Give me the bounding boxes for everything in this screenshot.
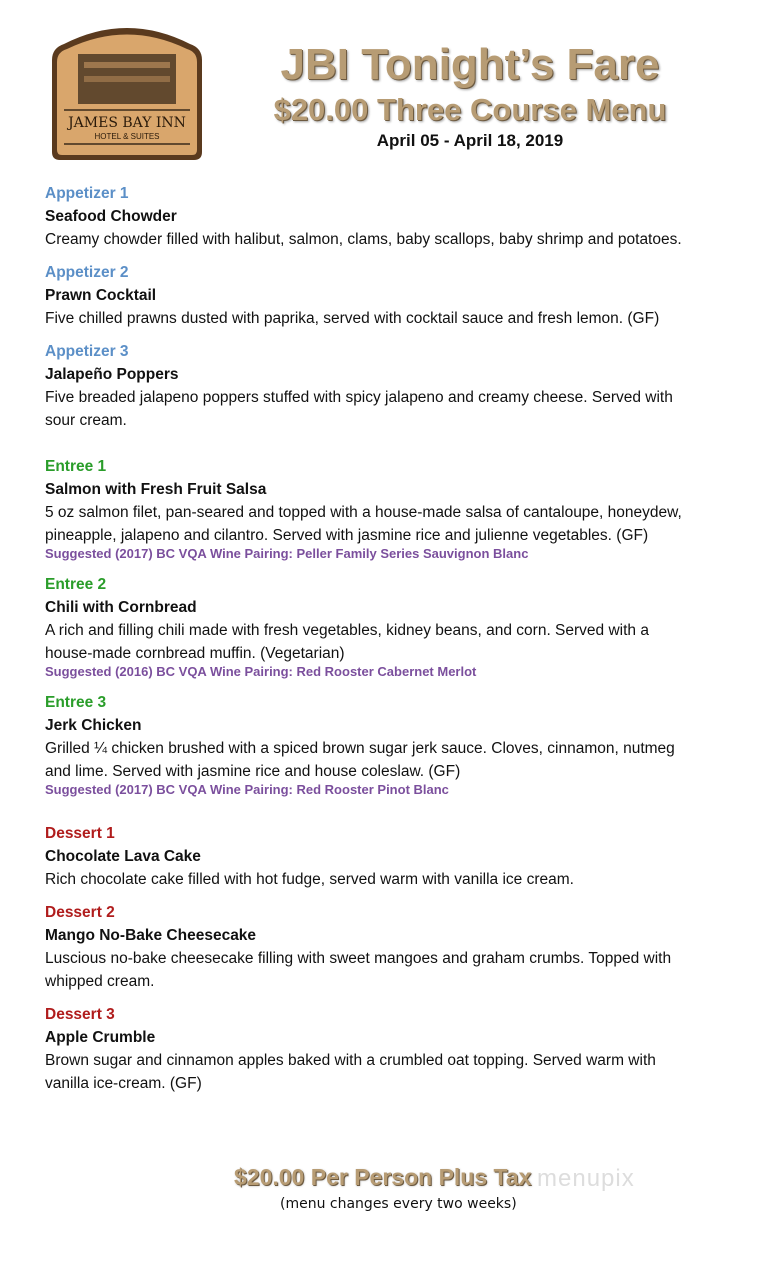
- svg-text:JAMES BAY INN: JAMES BAY INN: [68, 115, 186, 131]
- course-label: Dessert 2: [45, 904, 115, 921]
- dish-name: Seafood Chowder: [45, 208, 177, 225]
- dish-description: Brown sugar and cinnamon apples baked with a crumbled oat topping. Served warm with: [45, 1052, 656, 1069]
- dish-description: sour cream.: [45, 412, 127, 429]
- course-label: Entree 1: [45, 458, 107, 475]
- dish-description: Luscious no-bake cheesecake filling with sweet mangoes and graham crumbs. Topped with: [45, 950, 672, 967]
- dish-name: Jalapeño Poppers: [45, 366, 179, 383]
- dish-name: Chili with Cornbread: [45, 599, 197, 616]
- course-label: Dessert 1: [45, 825, 115, 842]
- course-label: Entree 2: [45, 576, 107, 593]
- dish-description: Five breaded jalapeno poppers stuffed with spicy jalapeno and creamy cheese. Served with: [45, 389, 673, 406]
- dish-description: Grilled ¼ chicken brushed with a spiced brown sugar jerk sauce. Cloves, cinnamon, nutmeg: [45, 740, 675, 757]
- menu-item: [45, 573, 735, 681]
- dish-description: Rich chocolate cake filled with hot fudge, served warm with vanilla ice cream.: [45, 871, 574, 888]
- dish-name: Chocolate Lava Cake: [45, 848, 201, 865]
- menu-section-appetizer: [45, 182, 735, 432]
- course-label: Appetizer 3: [45, 343, 129, 360]
- dish-name: Apple Crumble: [45, 1029, 156, 1046]
- james-bay-inn-logo: [48, 20, 206, 162]
- dish-description: A rich and filling chili made with fresh vegetables, kidney beans, and corn. Served with a: [45, 622, 649, 639]
- menu-dates: April 05 - April 18, 2019: [376, 131, 564, 150]
- menu-item: [45, 261, 735, 330]
- dish-description: vanilla ice-cream. (GF): [45, 1075, 202, 1092]
- menu-item: [45, 182, 735, 251]
- menu-item: [45, 340, 735, 432]
- course-label: Appetizer 1: [45, 185, 129, 202]
- course-label: Appetizer 2: [45, 264, 129, 281]
- dish-name: Prawn Cocktail: [45, 287, 157, 304]
- dish-description: and lime. Served with jasmine rice and house coleslaw. (GF): [45, 763, 461, 780]
- dish-description: Creamy chowder filled with halibut, salmon, clams, baby scallops, baby shrimp and potatoes.: [45, 231, 682, 248]
- dish-description: 5 oz salmon filet, pan-seared and topped with a house-made salsa of cantaloupe, honeydew,: [45, 504, 682, 521]
- course-label: Dessert 3: [45, 1006, 115, 1023]
- menu-item: [45, 1003, 735, 1095]
- menu-item: [45, 455, 735, 563]
- wine-pairing: Suggested (2017) BC VQA Wine Pairing: Red Rooster Pinot Blanc: [45, 782, 449, 797]
- dish-name: Mango No-Bake Cheesecake: [45, 927, 257, 944]
- dish-description: Five chilled prawns dusted with paprika, served with cocktail sauce and fresh lemon. (GF): [45, 310, 660, 327]
- price-footer: $20.00 Per Person Plus Tax: [234, 1164, 532, 1190]
- dish-description: pineapple, jalapeno and cilantro. Served with jasmine rice and julienne vegetables. (GF): [45, 527, 649, 544]
- svg-text:HOTEL & SUITES: HOTEL & SUITES: [94, 132, 160, 141]
- dish-description: whipped cream.: [45, 973, 155, 990]
- dish-name: Jerk Chicken: [45, 717, 142, 734]
- page-subtitle: $20.00 Three Course Menu: [273, 92, 667, 127]
- dish-name: Salmon with Fresh Fruit Salsa: [45, 481, 267, 498]
- menu-item: [45, 901, 735, 993]
- wine-pairing: Suggested (2017) BC VQA Wine Pairing: Peller Family Series Sauvignon Blanc: [45, 546, 529, 561]
- dish-description: house-made cornbread muffin. (Vegetarian): [45, 645, 345, 662]
- wine-pairing: Suggested (2016) BC VQA Wine Pairing: Red Rooster Cabernet Merlot: [45, 664, 477, 679]
- course-label: Entree 3: [45, 694, 107, 711]
- menu-note: (menu changes every two weeks): [280, 1196, 517, 1212]
- menu-item: [45, 822, 735, 891]
- menu-section-dessert: [45, 822, 735, 1095]
- menu-list: [45, 182, 735, 1118]
- menu-section-entree: [45, 455, 735, 799]
- menu-item: [45, 691, 735, 799]
- page-title: JBI Tonight’s Fare: [280, 40, 660, 89]
- watermark: menupix: [537, 1165, 635, 1192]
